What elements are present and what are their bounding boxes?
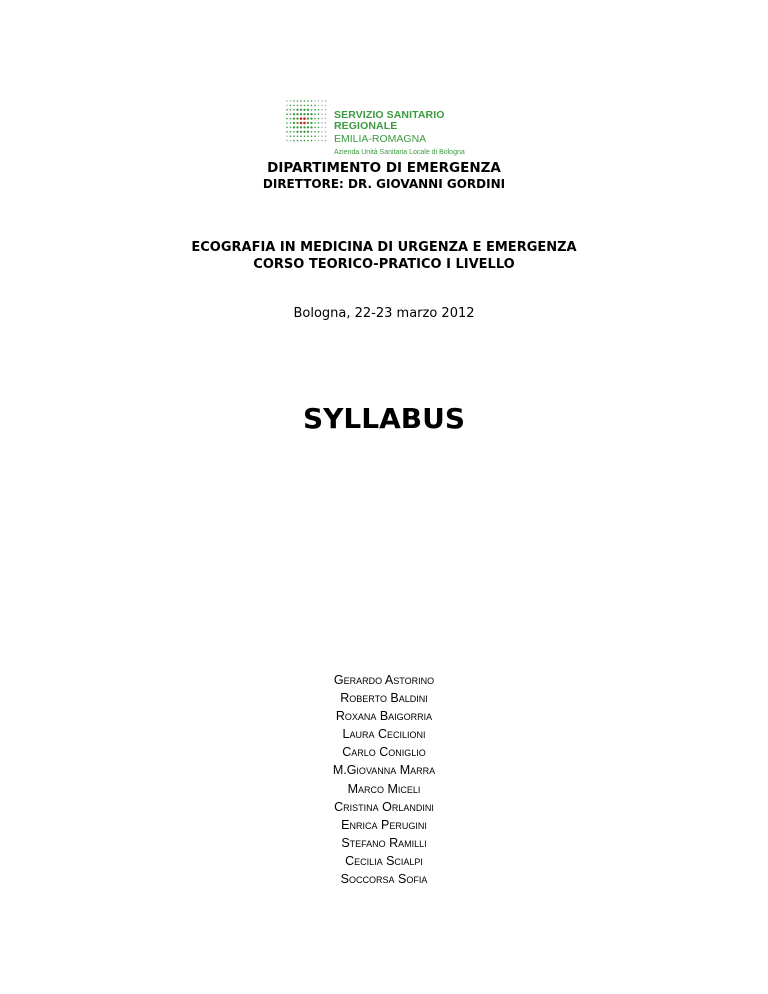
logo-dot (303, 131, 305, 133)
logo-dot (311, 100, 313, 102)
logo-dot (318, 105, 319, 106)
director-line: DIRETTORE: DR. GIOVANNI GORDINI (262, 177, 506, 191)
logo-dot (325, 114, 326, 115)
logo-dot (307, 131, 309, 133)
logo-dot (325, 118, 326, 119)
logo-dot (321, 114, 322, 115)
logo-dot (318, 113, 320, 115)
author-name: Enrica Perugini (341, 817, 427, 832)
logo-dot (314, 122, 316, 124)
logo-dot (297, 140, 299, 142)
logo-dot (311, 135, 313, 137)
logo-dot (296, 117, 298, 119)
logo-dot (300, 100, 302, 102)
logo-dot (318, 122, 320, 124)
logo-dot (300, 117, 303, 120)
logo-dot (286, 118, 288, 120)
logo-dot (293, 117, 295, 119)
logo-dot (321, 136, 322, 137)
author-name: Gerardo Astorino (333, 673, 435, 687)
logo-dot (321, 100, 322, 101)
author-list (0, 671, 768, 888)
author-name: Soccorsa Sofia (340, 872, 428, 887)
logo-dot (296, 122, 298, 124)
logo-dot (286, 140, 287, 141)
logo-dot (314, 105, 316, 107)
logo-dot (293, 131, 295, 133)
logo-dot (293, 122, 295, 124)
logo-dot (303, 109, 305, 111)
logo-dot (304, 100, 306, 102)
logo-dot (314, 131, 316, 133)
logo-dot (311, 105, 313, 107)
logo-dot (307, 117, 309, 119)
logo-dot (314, 118, 316, 120)
logo-dot (307, 126, 309, 128)
logo-dot (296, 109, 298, 111)
logo-dot (325, 105, 326, 106)
logo-dot (310, 126, 312, 128)
logo (285, 99, 505, 156)
logo-dot (321, 127, 322, 128)
author-name: M.Giovanna Marra (332, 763, 436, 778)
logo-dot (290, 113, 292, 115)
logo-dot (307, 140, 309, 142)
logo-dot (318, 136, 319, 137)
logo-dot (286, 100, 287, 101)
logo-dot (303, 113, 305, 115)
logo-dot (314, 109, 316, 111)
document-title: SYLLABUS (302, 402, 466, 435)
logo-dot (310, 113, 312, 115)
logo-dot (296, 131, 298, 133)
logo-dot (286, 131, 288, 133)
logo-dot (300, 131, 302, 133)
logo-dot (297, 100, 299, 102)
logo-dot (307, 122, 309, 124)
logo-dot (310, 117, 312, 119)
logo-dot (325, 122, 326, 123)
logo-dot (293, 135, 295, 137)
logo-dot (293, 113, 295, 115)
logo-dot (290, 127, 292, 129)
logo-dot (303, 117, 306, 120)
logo-dot (325, 127, 326, 128)
logo-dot (318, 118, 320, 120)
author-name: Roxana Baigorria (335, 709, 433, 724)
course-title-line-1: ECOGRAFIA IN MEDICINA DI URGENZA E EMERGENZA (191, 240, 577, 255)
logo-dot (286, 122, 288, 124)
logo-dot (304, 140, 306, 142)
logo-dot (307, 105, 309, 107)
logo-dot (290, 122, 292, 124)
logo-dot (321, 109, 322, 110)
logo-dot (311, 109, 313, 111)
logo-dot (307, 109, 309, 111)
logo-dot (321, 118, 322, 119)
logo-dot (311, 140, 313, 142)
logo-dot (300, 113, 302, 115)
logo-dot (290, 135, 292, 137)
course-title-line-2: CORSO TEORICO-PRATICO I LIVELLO (253, 257, 515, 272)
logo-dot (325, 100, 326, 101)
logo-dot (314, 113, 316, 115)
logo-dot (314, 127, 316, 129)
author-name: Stefano Ramilli (341, 835, 427, 850)
logo-dot (310, 122, 312, 124)
logo-dot (300, 140, 302, 142)
logo-dot (321, 140, 322, 141)
logo-text (334, 110, 505, 156)
logo-dot (293, 109, 295, 111)
author-name: Laura Cecilioni (342, 727, 426, 742)
logo-dot (311, 131, 313, 133)
logo-dot (293, 100, 295, 102)
logo-dot (300, 105, 302, 107)
logo-dot (314, 135, 316, 137)
logo-dot (318, 131, 320, 133)
logo-dot (318, 109, 320, 111)
logo-dot (318, 140, 319, 141)
logo-dot (303, 126, 305, 128)
logo-dot (293, 105, 295, 107)
logo-dot (300, 109, 302, 111)
logo-dot (314, 140, 315, 141)
logo-dot (286, 136, 287, 137)
logo-dot (307, 135, 309, 137)
logo-dot (304, 135, 306, 137)
logo-dot (304, 105, 306, 107)
logo-dot (286, 127, 288, 129)
logo-dot (321, 131, 322, 132)
logo-dot (297, 105, 299, 107)
logo-dot (290, 131, 292, 133)
logo-dot (300, 126, 302, 128)
logo-dot (286, 105, 287, 106)
logo-dot (293, 140, 295, 142)
logo-line-3: Azienda Unità Sanitaria Locale di Bologna (334, 148, 465, 156)
course-date: Bologna, 22-23 marzo 2012 (293, 306, 475, 321)
logo-dot (290, 105, 292, 107)
logo-line-2: EMILIA-ROMAGNA (334, 133, 427, 145)
logo-dot (290, 109, 292, 111)
logo-dot (325, 109, 326, 110)
logo-dot (300, 122, 303, 125)
logo-dot (318, 127, 320, 129)
logo-dot (290, 140, 291, 141)
logo-dot (303, 122, 306, 125)
logo-dot (314, 100, 315, 101)
logo-dot (290, 100, 291, 101)
logo-dot (296, 113, 298, 115)
author-name: Cristina Orlandini (334, 799, 434, 814)
logo-line-1: SERVIZIO SANITARIO REGIONALE (334, 109, 445, 132)
author-name: Cecilia Scialpi (345, 853, 423, 868)
logo-dot (307, 100, 309, 102)
logo-dot (297, 135, 299, 137)
author-name: Roberto Baldini (340, 691, 428, 706)
logo-dot (307, 113, 309, 115)
department-heading: DIPARTIMENTO DI EMERGENZA (267, 160, 501, 176)
author-name: Marco Miceli (347, 781, 421, 796)
author-name: Carlo Coniglio (342, 745, 426, 760)
logo-dot (325, 140, 326, 141)
logo-dot (300, 135, 302, 137)
logo-dot (286, 109, 288, 111)
logo-dot (296, 126, 298, 128)
logo-dot-grid-icon (285, 99, 327, 143)
logo-dot (325, 136, 326, 137)
logo-dot (321, 122, 322, 123)
logo-dot (321, 105, 322, 106)
logo-dot (325, 131, 326, 132)
logo-dot (286, 113, 288, 115)
logo-dot (290, 118, 292, 120)
logo-dot (293, 126, 295, 128)
logo-dot (318, 100, 319, 101)
